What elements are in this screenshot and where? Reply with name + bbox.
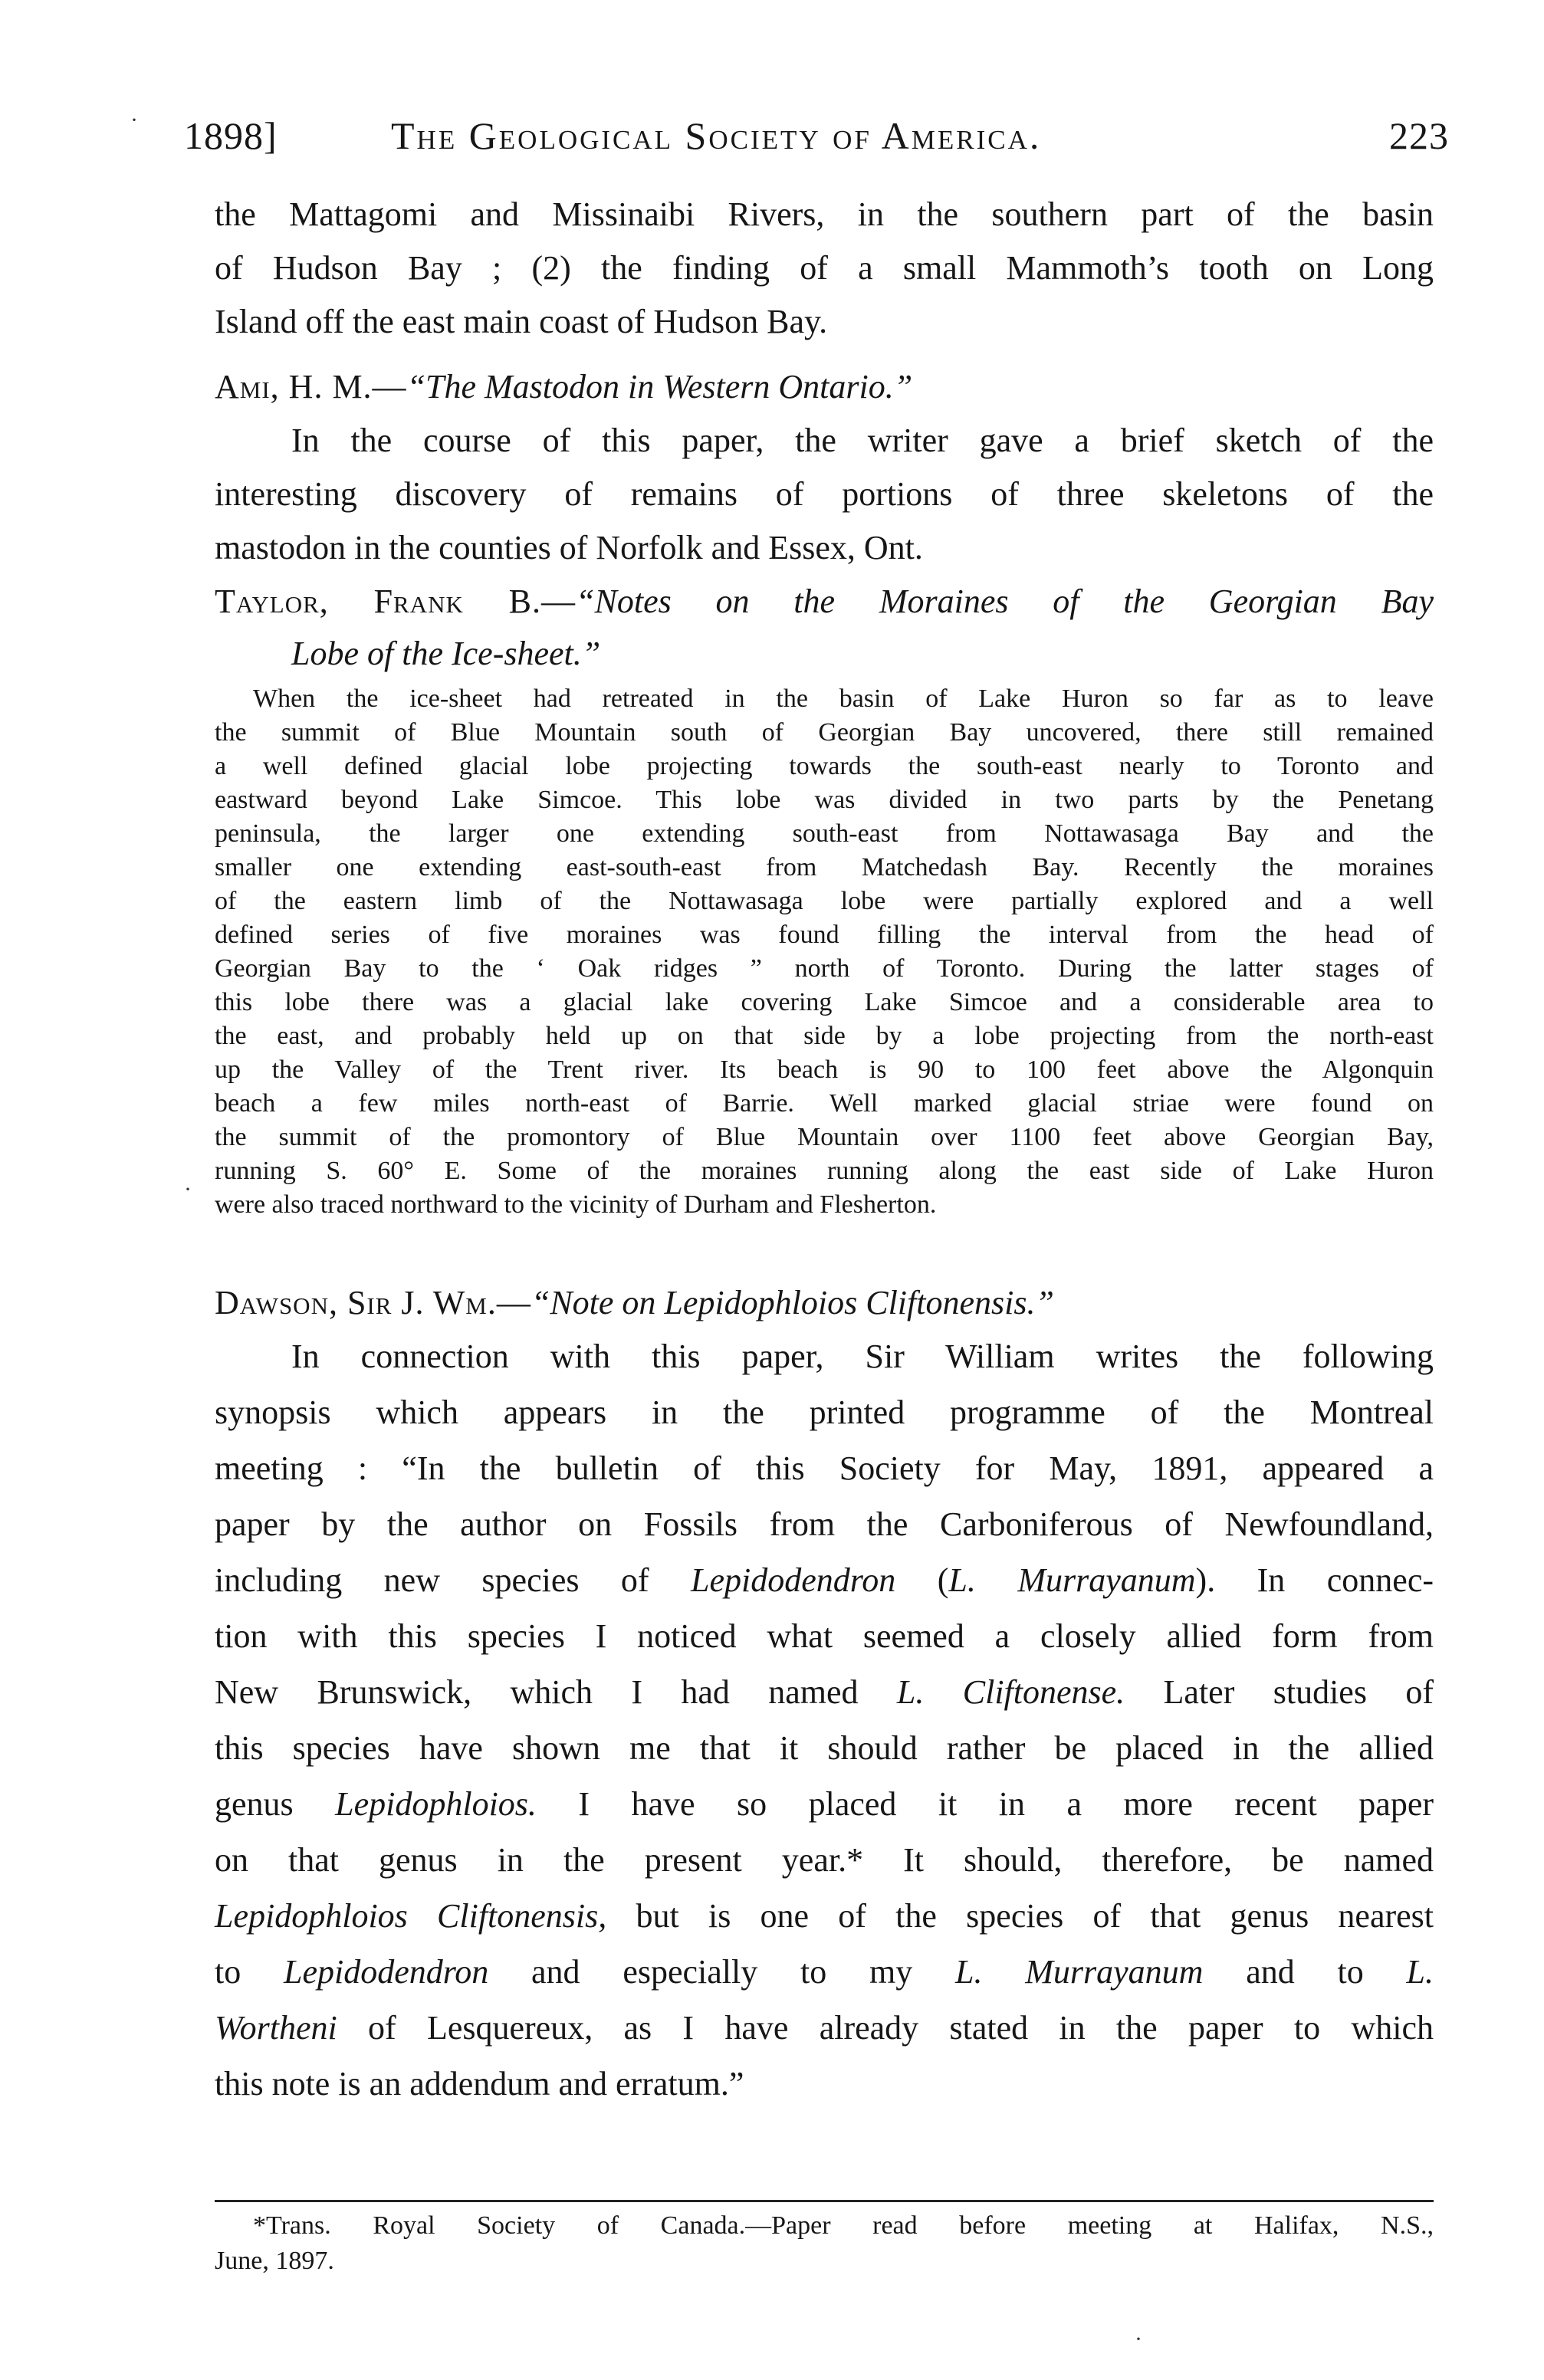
entry-title: “Note on Lepidophloios Cliftonensis.” — [531, 1284, 1054, 1321]
italic-run: Wortheni — [215, 2009, 337, 2047]
abstract-line: were also traced northward to the vicinity of Durham and Flesherton. — [215, 1190, 937, 1219]
page-number: 223 — [1389, 114, 1449, 157]
text-run: to — [215, 1953, 284, 1991]
text-line: tion with this species I noticed what seemed a closely allied form from — [215, 1617, 1434, 1655]
abstract-line: a well defined glacial lobe projecting towards the south-east nearly to Toronto and — [215, 752, 1434, 780]
text-line — [215, 2005, 1434, 2051]
entry-title-cont: Lobe of the Ice-sheet.” — [291, 635, 601, 672]
scan-speck: · — [1135, 2326, 1142, 2352]
text-line: In connection with this paper, Sir William writes the following — [291, 1338, 1434, 1375]
text-run: of Lesquereux, as I have already stated in the paper to which — [337, 2009, 1434, 2047]
entry-title: “The Mastodon in Western Ontario.” — [406, 368, 913, 405]
footnote-line: *Trans. Royal Society of Canada.—Paper read before meeting at Halifax, N.S., — [253, 2211, 1434, 2240]
italic-run: L. — [1406, 1953, 1434, 1991]
text-line: Island off the east main coast of Hudson Bay. — [215, 303, 828, 340]
abstract-line: the summit of Blue Mountain south of Georgian Bay uncovered, there still remained — [215, 718, 1434, 747]
abstract-line: beach a few miles north-east of Barrie. Well marked glacial striae were found on — [215, 1089, 1434, 1118]
entry-author: Ami, H. M.— — [215, 368, 407, 405]
running-head — [184, 113, 1449, 159]
text-line: mastodon in the counties of Norfolk and Essex, Ont. — [215, 529, 923, 566]
footnote-rule — [215, 2200, 1434, 2202]
abstract-line: Georgian Bay to the ‘ Oak ridges ” north of Toronto. During the latter stages of — [215, 954, 1434, 983]
italic-run: Lepidodendron — [284, 1953, 489, 1991]
text-line: synopsis which appears in the printed programme of the Montreal — [215, 1394, 1434, 1431]
entry-heading — [215, 364, 912, 410]
italic-run: L. Cliftonense. — [896, 1673, 1125, 1711]
abstract-line: peninsula, the larger one extending south-east from Nottawasaga Bay and the — [215, 819, 1434, 848]
text-line: on that genus in the present year.* It should, therefore, be named — [215, 1841, 1434, 1879]
text-run: and especially to my — [488, 1953, 955, 1991]
text-run: and to — [1203, 1953, 1407, 1991]
abstract-line: of the eastern limb of the Nottawasaga lobe were partially explored and a well — [215, 887, 1434, 915]
abstract-line: the summit of the promontory of Blue Mountain over 1100 feet above Georgian Bay, — [215, 1123, 1434, 1151]
text-run: including new species of — [215, 1561, 692, 1599]
text-line: interesting discovery of remains of portions of three skeletons of the — [215, 475, 1434, 513]
text-run: Later studies of — [1125, 1673, 1434, 1711]
text-line: meeting : “In the bulletin of this Society for May, 1891, appeared a — [215, 1449, 1434, 1487]
italic-run: Lepidophloios Cliftonensis, — [215, 1897, 607, 1935]
entry-title: “Notes on the Moraines of the Georgian Bay — [576, 583, 1434, 620]
text-line: of Hudson Bay ; (2) the finding of a small Mammoth’s tooth on Long — [215, 249, 1434, 287]
entry-author: Dawson, Sir J. Wm.— — [215, 1284, 531, 1321]
entry-heading — [215, 1280, 1054, 1326]
text-line — [215, 1781, 1434, 1827]
italic-run: Lepidophloios. — [335, 1785, 537, 1823]
text-run: ( — [895, 1561, 949, 1599]
text-line: this species have shown me that it should rather be placed in the allied — [215, 1729, 1434, 1767]
text-run: I have so placed it in a more recent paper — [536, 1785, 1434, 1823]
scan-speck: · — [130, 107, 138, 133]
text-line: the Mattagomi and Missinaibi Rivers, in the southern part of the basin — [215, 195, 1434, 233]
footnote-line: June, 1897. — [215, 2247, 334, 2275]
text-run: ). In connec- — [1195, 1561, 1434, 1599]
text-run: but is one of the species of that genus nearest — [606, 1897, 1434, 1935]
text-run: New Brunswick, which I had named — [215, 1673, 897, 1711]
italic-run: Lepidodendron — [691, 1561, 896, 1599]
text-line — [215, 1669, 1434, 1715]
running-head-year: 1898] — [184, 114, 278, 157]
abstract-line: When the ice-sheet had retreated in the basin of Lake Huron so far as to leave — [253, 684, 1434, 713]
entry-heading — [215, 579, 1434, 625]
abstract-line: defined series of five moraines was found filling the interval from the head of — [215, 921, 1434, 949]
text-line — [215, 1558, 1434, 1604]
text-run: genus — [215, 1785, 336, 1823]
abstract-line: the east, and probably held up on that side by a lobe projecting from the north-east — [215, 1022, 1434, 1050]
text-line — [215, 1893, 1434, 1939]
italic-run: L. Murrayanum — [954, 1953, 1204, 1991]
italic-run: L. Murrayanum — [948, 1561, 1196, 1599]
abstract-line: smaller one extending east-south-east from Matchedash Bay. Recently the moraines — [215, 853, 1434, 881]
running-head-title: The Geological Society of America. — [391, 114, 1042, 157]
abstract-line: eastward beyond Lake Simcoe. This lobe was divided in two parts by the Penetang — [215, 786, 1434, 814]
abstract-line: running S. 60° E. Some of the moraines running along the east side of Lake Huron — [215, 1157, 1434, 1185]
abstract-line: this lobe there was a glacial lake covering Lake Simcoe and a considerable area to — [215, 988, 1434, 1016]
entry-author: Taylor, Frank B.— — [215, 583, 577, 620]
abstract-line: up the Valley of the Trent river. Its beach is 90 to 100 feet above the Algonquin — [215, 1055, 1434, 1084]
text-line: paper by the author on Fossils from the Carboniferous of Newfoundland, — [215, 1505, 1434, 1543]
scan-speck: · — [184, 1177, 192, 1202]
text-line — [215, 1949, 1434, 1995]
text-line: In the course of this paper, the writer gave a brief sketch of the — [291, 422, 1434, 459]
text-line: this note is an addendum and erratum.” — [215, 2065, 744, 2103]
